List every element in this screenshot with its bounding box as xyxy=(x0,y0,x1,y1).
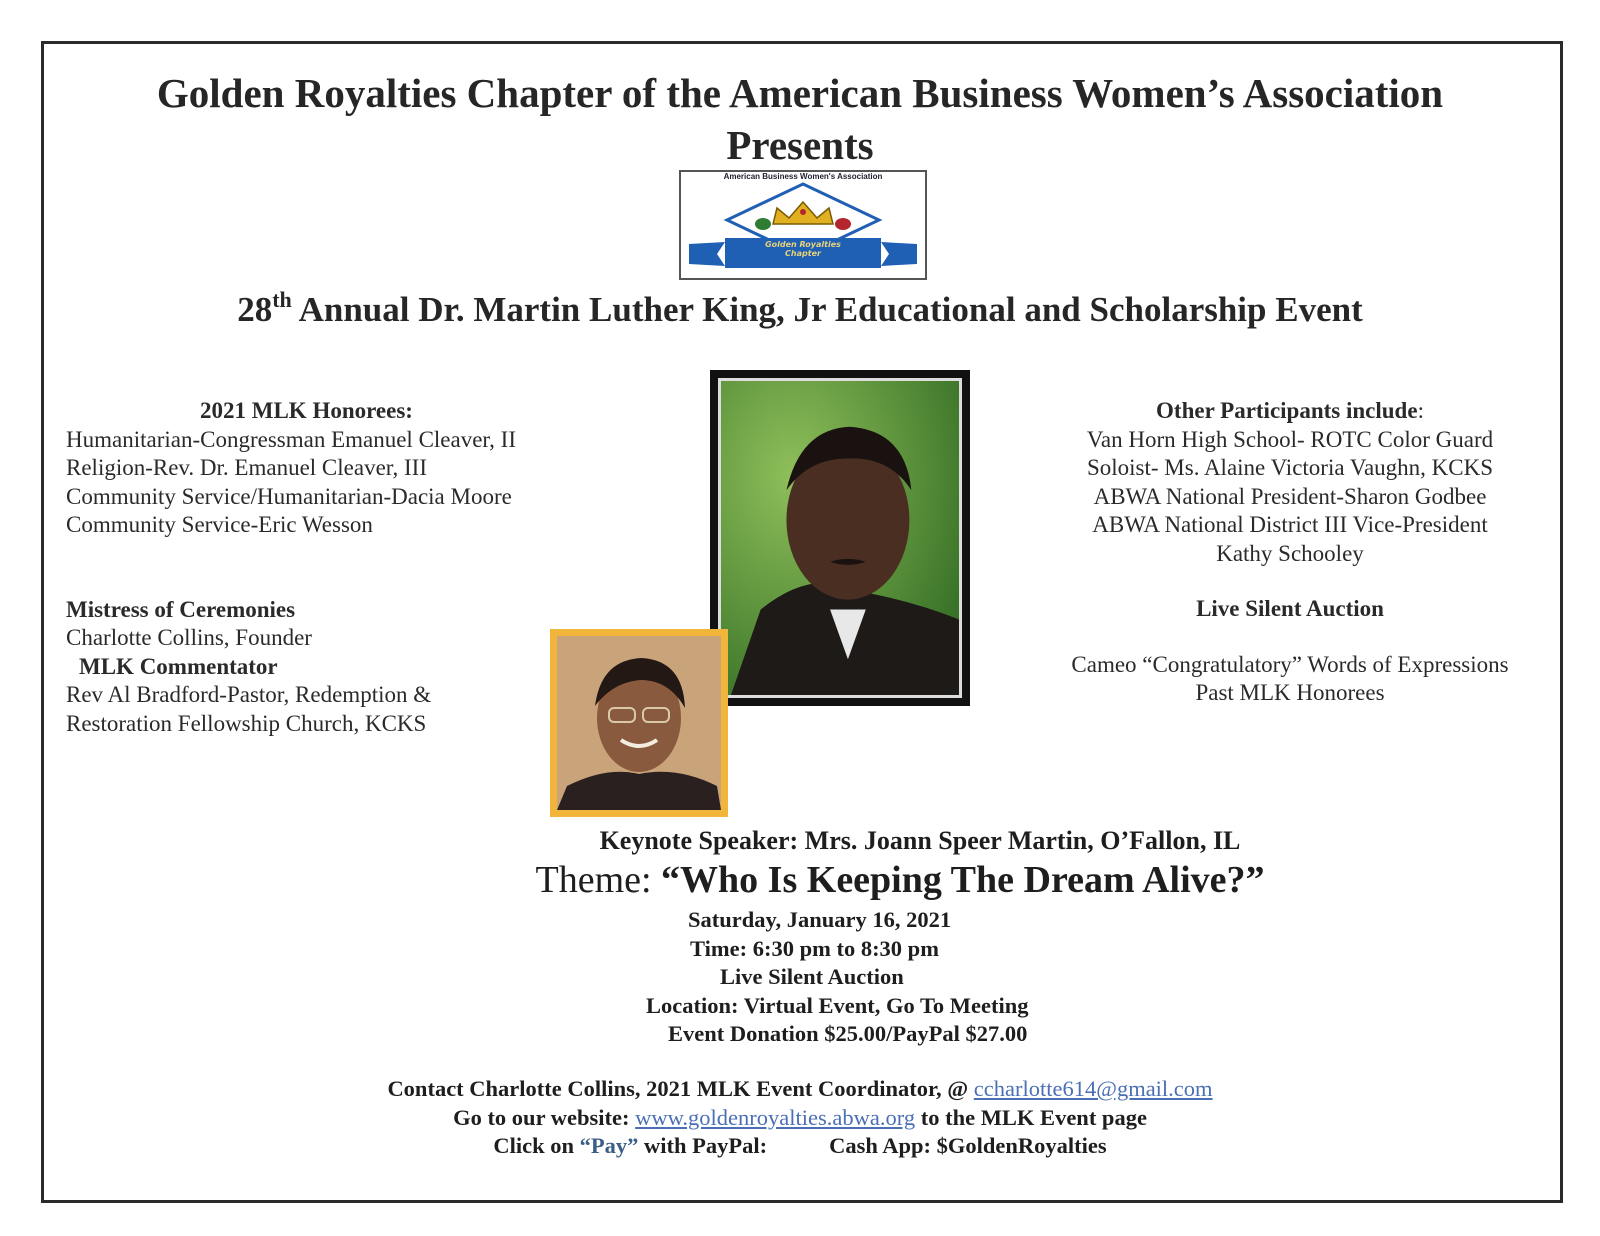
website-text: Go to our website: xyxy=(453,1104,636,1130)
website-line xyxy=(200,1104,1400,1133)
speaker-portrait-inner xyxy=(557,636,721,810)
mlk-portrait-inner xyxy=(718,378,962,698)
presents-heading: Presents xyxy=(726,122,874,168)
event-auction: Live Silent Auction xyxy=(720,964,904,989)
theme-text: “Who Is Keeping The Dream Alive?” xyxy=(661,859,1265,901)
pay-link[interactable]: “Pay” xyxy=(579,1133,639,1158)
commentator-heading: MLK Commentator xyxy=(79,653,278,679)
payment-line xyxy=(200,1132,1400,1161)
logo-gem-red xyxy=(835,218,851,230)
theme xyxy=(380,858,1420,902)
pay-mid: with PayPal: xyxy=(638,1133,768,1158)
auction-line: Cameo “Congratulatory” Words of Expressions xyxy=(1071,651,1509,677)
honoree-item: Community Service-Eric Wesson xyxy=(66,512,373,537)
participant-item: Van Horn High School- ROTC Color Guard xyxy=(1086,426,1494,452)
website-suffix: to the MLK Event page xyxy=(915,1104,1147,1130)
honorees-heading: 2021 MLK Honorees: xyxy=(200,398,413,423)
mistress-heading: Mistress of Ceremonies xyxy=(66,596,296,622)
left-column xyxy=(66,397,586,738)
speaker-portrait-image xyxy=(557,636,721,810)
pay-prefix: Click on xyxy=(493,1133,580,1158)
ribbon-right xyxy=(881,242,917,266)
contact-line xyxy=(200,1075,1400,1104)
event-title xyxy=(60,287,1540,330)
email-link[interactable]: ccharlotte614@gmail.com xyxy=(973,1076,1213,1101)
auction-heading: Live Silent Auction xyxy=(1196,596,1384,621)
event-title-rest: Annual Dr. Martin Luther King, Jr Educational and Scholarship Event xyxy=(291,290,1363,329)
event-time: Time: 6:30 pm to 8:30 pm xyxy=(690,935,939,961)
participant-item: ABWA National District III Vice-President xyxy=(1092,512,1488,537)
logo-top-text: American Business Women's Association xyxy=(723,172,883,181)
mistress-name: Charlotte Collins, Founder xyxy=(66,625,312,650)
event-donation: Event Donation $25.00/PayPal $27.00 xyxy=(668,1021,1028,1046)
event-details xyxy=(560,906,1060,1049)
honoree-item: Humanitarian-Congressman Emanuel Cleaver, II xyxy=(66,426,516,452)
logo-gem-green xyxy=(755,218,771,230)
ribbon-text: Golden Royalties Chapter xyxy=(765,240,841,258)
mlk-portrait xyxy=(710,370,970,706)
theme-label: Theme: xyxy=(535,859,662,901)
event-location: Location: Virtual Event, Go To Meeting xyxy=(646,992,1029,1018)
honoree-item: Religion-Rev. Dr. Emanuel Cleaver, III xyxy=(66,455,428,480)
commentator-line: Rev Al Bradford-Pastor, Redemption & xyxy=(66,682,432,707)
keynote-speaker-portrait xyxy=(550,629,728,817)
right-column xyxy=(1040,397,1540,708)
participant-item: ABWA National President-Sharon Godbee xyxy=(1093,483,1487,509)
contact-text: Contact Charlotte Collins, 2021 MLK Event Coordinator, @ xyxy=(387,1076,974,1101)
abwa-logo xyxy=(679,170,927,280)
logo-gem-center xyxy=(800,209,806,215)
auction-line: Past MLK Honorees xyxy=(1195,680,1385,705)
website-link[interactable]: www.goldenroyalties.abwa.org xyxy=(635,1104,916,1130)
event-number: 28 xyxy=(237,290,273,329)
participants-heading-colon: : xyxy=(1417,398,1424,423)
honoree-item: Community Service/Humanitarian-Dacia Moore xyxy=(66,483,512,509)
participants-heading: Other Participants include xyxy=(1156,398,1418,423)
participant-item: Kathy Schooley xyxy=(1216,540,1364,566)
keynote-speaker: Keynote Speaker: Mrs. Joann Speer Martin, O’Fallon, IL xyxy=(599,826,1241,855)
organization-title: Golden Royalties Chapter of the American Business Women’s Association xyxy=(156,70,1444,116)
participant-item: Soloist- Ms. Alaine Victoria Vaughn, KCKS xyxy=(1086,455,1494,480)
contact-info xyxy=(200,1075,1400,1161)
ribbon-left xyxy=(689,242,725,266)
event-ordinal: th xyxy=(272,287,292,312)
cash-app: Cash App: $GoldenRoyalties xyxy=(829,1133,1107,1158)
mlk-portrait-image xyxy=(721,381,959,695)
event-date: Saturday, January 16, 2021 xyxy=(688,907,952,932)
crown-logo-graphic xyxy=(681,172,925,278)
commentator-line: Restoration Fellowship Church, KCKS xyxy=(66,710,427,736)
